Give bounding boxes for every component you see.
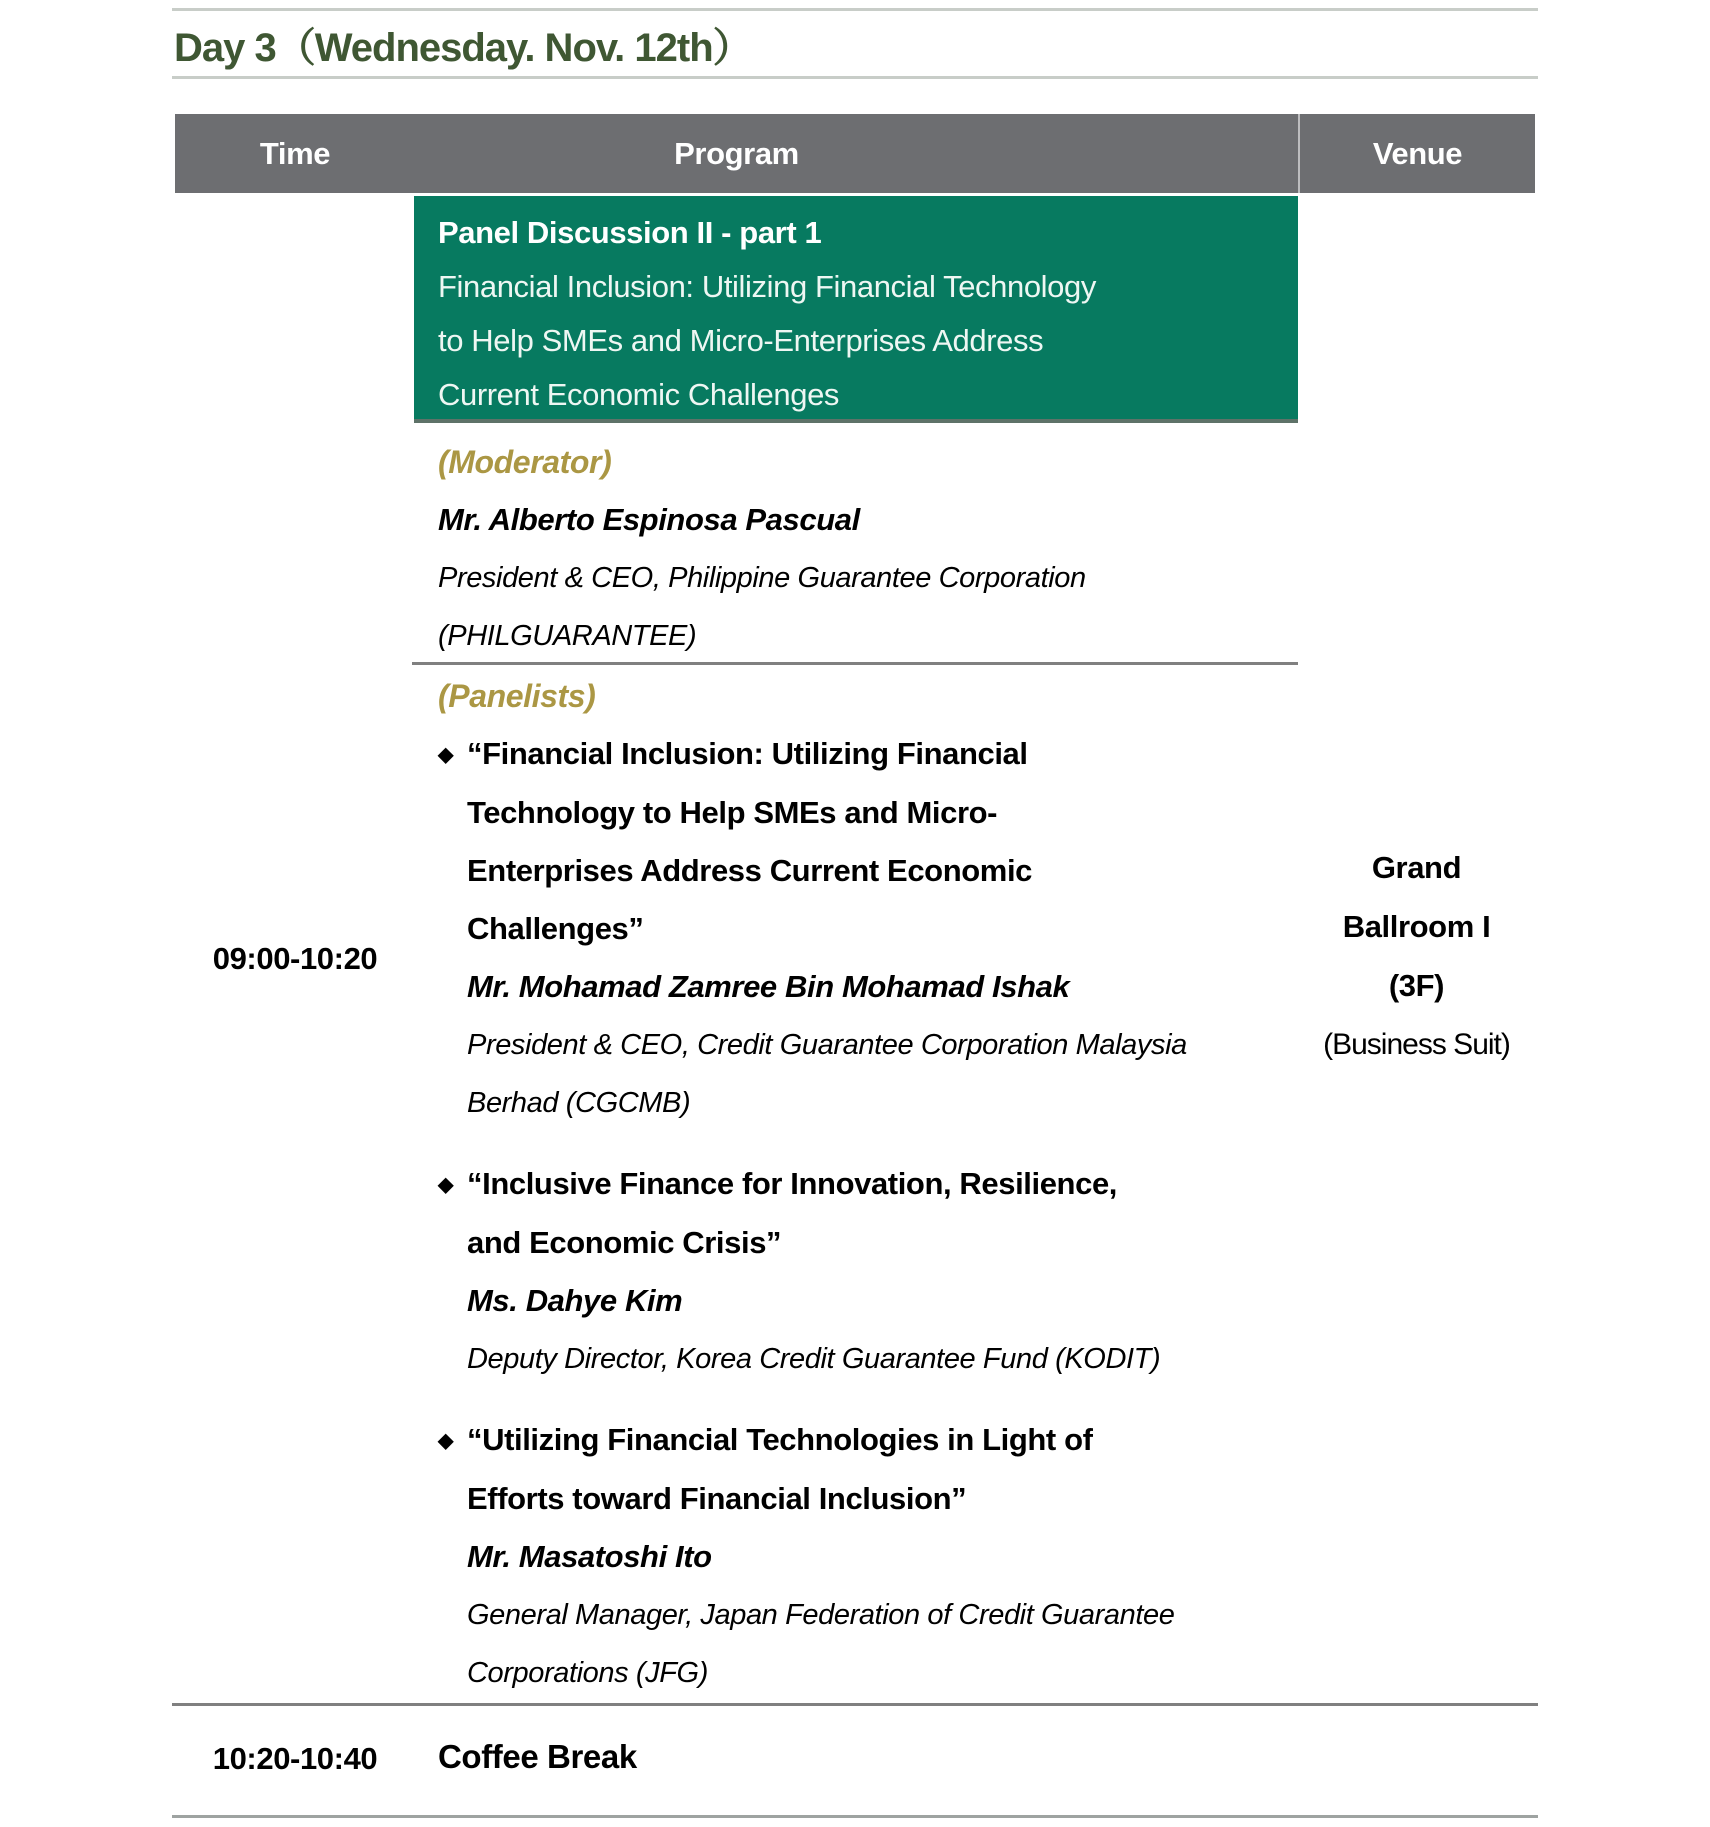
- moderator-label: (Moderator): [438, 444, 612, 480]
- panelist-title-line: Enterprises Address Current Economic: [467, 853, 1033, 888]
- panelists-label: (Panelists): [438, 678, 596, 714]
- coffee-row-divider: [172, 1703, 1538, 1706]
- panelist-title-text: “Utilizing Financial Technologies in Light of: [467, 1422, 1093, 1457]
- session-time: 09:00-10:20: [212, 941, 378, 976]
- panelist-item: [438, 1155, 1308, 1388]
- column-header-venue: Venue: [1372, 136, 1463, 171]
- panelist-title-line: Efforts toward Financial Inclusion”: [467, 1481, 967, 1516]
- panelist-title-line: Technology to Help SMEs and Micro-: [467, 795, 998, 830]
- session-venue: [1298, 838, 1535, 1074]
- panel-subtitle-line: Financial Inclusion: Utilizing Financial Technology: [438, 269, 1096, 304]
- panelist-name: Mr. Masatoshi Ito: [467, 1539, 712, 1574]
- panelist-affiliation-line: Berhad (CGCMB): [467, 1087, 691, 1119]
- column-header-program: Program: [674, 136, 799, 171]
- panelist-title-line: [438, 725, 1308, 784]
- panelist-title-text: “Inclusive Finance for Innovation, Resilience,: [467, 1166, 1117, 1201]
- panelist-title-line: [438, 1411, 1308, 1470]
- column-header-time: Time: [259, 136, 331, 171]
- diamond-bullet-icon: ◆: [438, 1174, 453, 1196]
- panelist-item: [438, 1411, 1308, 1702]
- page-title: Day 3（Wednesday. Nov. 12th）: [174, 26, 752, 70]
- moderator-affiliation-line: President & CEO, Philippine Guarantee Corporation: [438, 562, 1086, 594]
- panelists-section: [438, 667, 1308, 1702]
- moderator-name: Mr. Alberto Espinosa Pascual: [438, 502, 860, 537]
- moderator-affiliation-line: (PHILGUARANTEE): [438, 620, 697, 652]
- venue-line: (3F): [1388, 968, 1445, 1003]
- panelist-name: Ms. Dahye Kim: [467, 1283, 683, 1318]
- panelist-title-text: “Financial Inclusion: Utilizing Financial: [467, 736, 1028, 771]
- venue-dress-code: (Business Suit): [1323, 1028, 1510, 1061]
- panel-title-box: [414, 196, 1298, 423]
- panelist-name: Mr. Mohamad Zamree Bin Mohamad Ishak: [467, 969, 1070, 1004]
- moderator-panelists-divider: [412, 662, 1298, 665]
- panel-subtitle-line: to Help SMEs and Micro-Enterprises Address: [438, 323, 1044, 358]
- moderator-section: [438, 433, 1308, 665]
- panel-subtitle-line: Current Economic Challenges: [438, 377, 840, 412]
- coffee-break-time: 10:20-10:40: [212, 1741, 378, 1776]
- panelist-affiliation-line: Corporations (JFG): [467, 1657, 708, 1689]
- panelist-item: [438, 725, 1308, 1132]
- panelist-title-line: [438, 1155, 1308, 1214]
- bottom-rule: [172, 1815, 1538, 1818]
- panelist-title-line: and Economic Crisis”: [467, 1225, 782, 1260]
- top-rule: [172, 8, 1538, 11]
- venue-line: Ballroom I: [1342, 909, 1491, 944]
- panelist-affiliation-line: General Manager, Japan Federation of Credit Guarantee: [467, 1599, 1175, 1631]
- panelist-affiliation-line: Deputy Director, Korea Credit Guarantee Fund (KODIT): [467, 1343, 1161, 1375]
- diamond-bullet-icon: ◆: [438, 1430, 453, 1452]
- diamond-bullet-icon: ◆: [438, 744, 453, 766]
- title-rule: [172, 76, 1538, 79]
- coffee-break-label: Coffee Break: [438, 1738, 637, 1775]
- panel-title: Panel Discussion II - part 1: [438, 215, 822, 250]
- panelist-title-line: Challenges”: [467, 911, 644, 946]
- venue-line: Grand: [1371, 850, 1462, 885]
- table-header-row: [175, 114, 1535, 193]
- panelist-affiliation-line: President & CEO, Credit Guarantee Corporation Malaysia: [467, 1029, 1187, 1061]
